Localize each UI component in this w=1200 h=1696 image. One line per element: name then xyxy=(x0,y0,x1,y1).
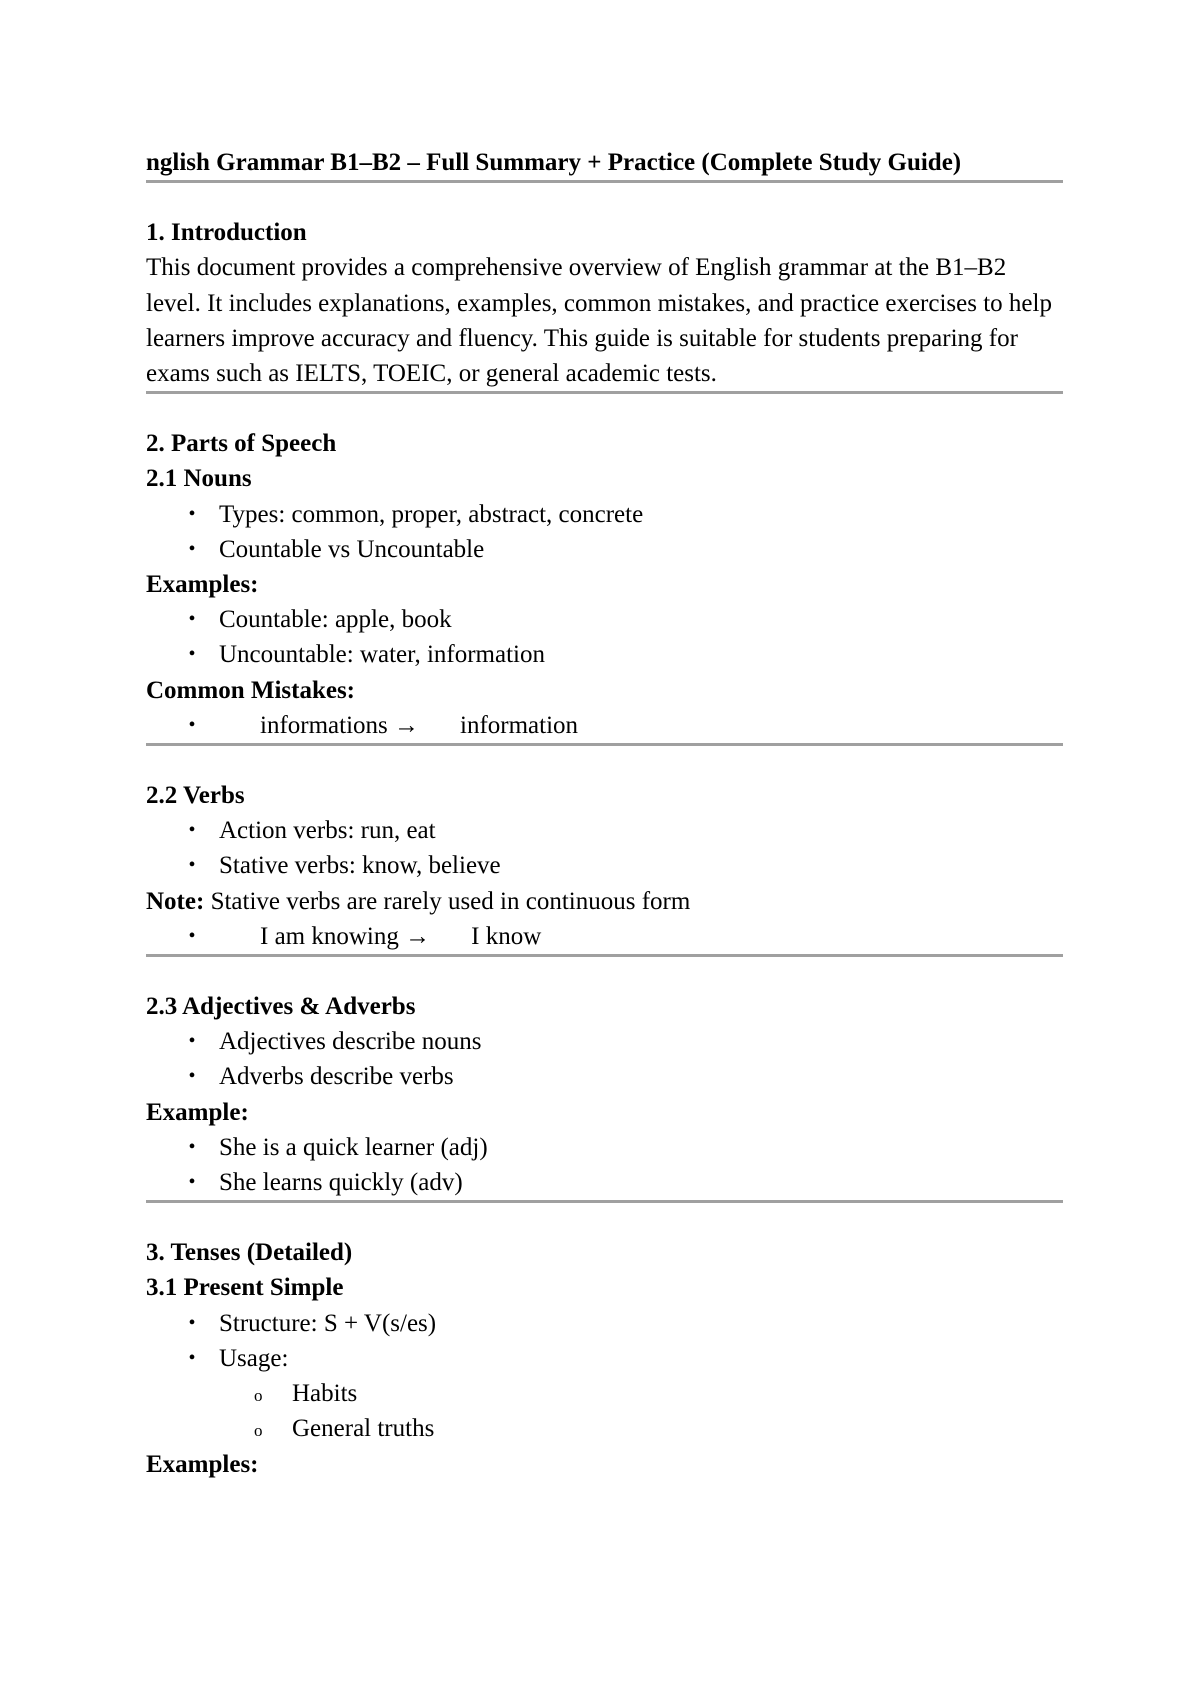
note-label: Note: xyxy=(146,887,205,915)
bullet-list xyxy=(146,1130,1063,1200)
list-item: • Usage: xyxy=(146,1341,1063,1376)
common-mistakes-label: Common Mistakes: xyxy=(146,676,356,704)
bullet-list xyxy=(146,497,1063,567)
circle-bullet-icon: o xyxy=(254,1386,263,1406)
subsection-heading: 2.2 Verbs xyxy=(146,782,245,810)
subsection-heading: 3.1 Present Simple xyxy=(146,1274,344,1302)
bullet-list xyxy=(146,708,1063,743)
circle-bullet-icon: o xyxy=(254,1421,263,1441)
list-item: • Countable vs Uncountable xyxy=(146,532,1063,567)
bullet-icon: • xyxy=(188,643,196,666)
subsection-heading: 2.3 Adjectives & Adverbs xyxy=(146,993,416,1021)
mistake-correct: information xyxy=(460,711,579,739)
bullet-icon: • xyxy=(188,537,196,560)
bullet-icon: • xyxy=(188,1030,196,1053)
list-item: • Uncountable: water, information xyxy=(146,637,1063,672)
bullet-list xyxy=(146,813,1063,883)
list-item: • Types: common, proper, abstract, concrete xyxy=(146,497,1063,532)
intro-paragraph: This document provides a comprehensive overview of English grammar at the B1–B2 level. It includes explanations, examples, common mistakes, and practice exercises to help learners improve accuracy and fluency. This guide is suitable for students preparing for exams such as IELTS, TOEIC, or general academic tests. xyxy=(146,254,1052,388)
examples-label: Examples: xyxy=(146,1450,259,1478)
mistake-wrong: I am knowing → xyxy=(260,922,431,950)
section-parts-of-speech xyxy=(146,426,1063,743)
list-item: • Structure: S + V(s/es) xyxy=(146,1306,1063,1341)
section-introduction xyxy=(146,215,1063,391)
bullet-list xyxy=(146,602,1063,672)
mistake-item xyxy=(146,708,1063,743)
bullet-list xyxy=(146,1024,1063,1094)
section-verbs xyxy=(146,778,1063,954)
section-heading: 1. Introduction xyxy=(146,219,307,247)
bullet-icon: • xyxy=(188,1065,196,1088)
document-title: nglish Grammar B1–B2 – Full Summary + Practice (Complete Study Guide) xyxy=(146,149,962,176)
section-heading: 2. Parts of Speech xyxy=(146,430,337,458)
note-text: Stative verbs are rarely used in continuous form xyxy=(210,887,691,915)
list-item: • Adjectives describe nouns xyxy=(146,1024,1063,1059)
bullet-icon: • xyxy=(188,713,196,736)
sub-list-item: o Habits xyxy=(146,1376,1063,1411)
list-item: • Stative verbs: know, believe xyxy=(146,848,1063,883)
mistake-item xyxy=(146,919,1063,954)
subsection-heading: 2.1 Nouns xyxy=(146,465,252,493)
bullet-icon: • xyxy=(188,1135,196,1158)
examples-label: Examples: xyxy=(146,571,259,599)
bullet-list xyxy=(146,1306,1063,1376)
sub-bullet-list xyxy=(146,1376,1063,1446)
bullet-list xyxy=(146,919,1063,954)
section-adjectives-adverbs xyxy=(146,989,1063,1200)
mistake-correct: I know xyxy=(471,922,542,950)
list-item: • She is a quick learner (adj) xyxy=(146,1130,1063,1165)
section-heading: 3. Tenses (Detailed) xyxy=(146,1239,353,1267)
bullet-icon: • xyxy=(188,608,196,631)
document-content xyxy=(146,145,1063,1482)
sub-list-item: o General truths xyxy=(146,1411,1063,1446)
list-item: • She learns quickly (adv) xyxy=(146,1165,1063,1200)
list-item: • Countable: apple, book xyxy=(146,602,1063,637)
bullet-icon: • xyxy=(188,1171,196,1194)
list-item: • Adverbs describe verbs xyxy=(146,1059,1063,1094)
list-item: • Action verbs: run, eat xyxy=(146,813,1063,848)
note-line xyxy=(146,884,1063,919)
mistake-wrong: informations → xyxy=(260,711,420,739)
example-label: Example: xyxy=(146,1098,249,1126)
bullet-icon: • xyxy=(188,1346,196,1369)
bullet-icon: • xyxy=(188,924,196,947)
bullet-icon: • xyxy=(188,502,196,525)
bullet-icon: • xyxy=(188,854,196,877)
section-tenses xyxy=(146,1235,1063,1481)
bullet-icon: • xyxy=(188,819,196,842)
bullet-icon: • xyxy=(188,1311,196,1334)
